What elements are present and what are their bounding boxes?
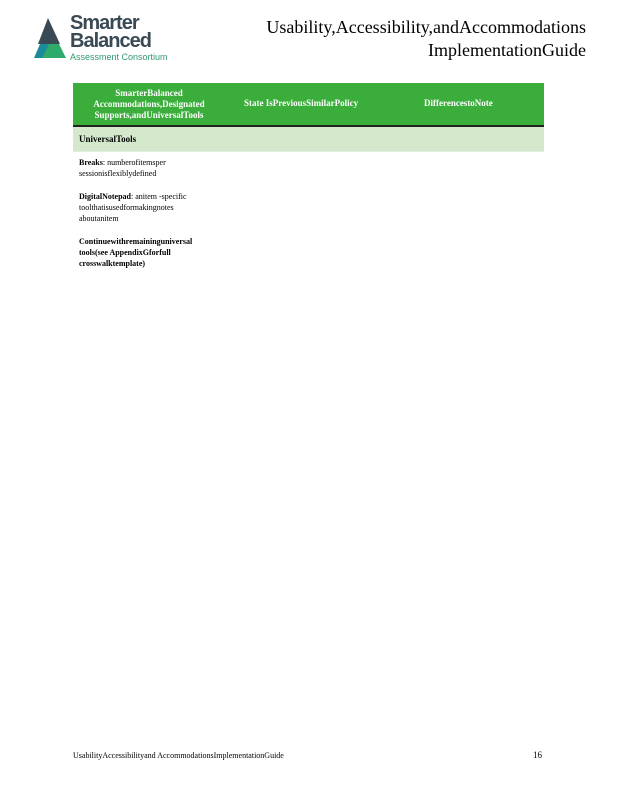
- title-line-2: ImplementationGuide: [428, 40, 586, 60]
- section-row-universal-tools: UniversalTools: [73, 127, 544, 152]
- item-name: DigitalNotepad: [79, 192, 131, 201]
- footer-guide-title: UsabilityAccessibilityand AccommodationsImplementationGuide: [73, 751, 284, 760]
- logo-text-consortium: Assessment Consortium: [70, 52, 168, 62]
- crosswalk-table: [73, 83, 544, 152]
- triangles-logo-icon: [32, 12, 72, 62]
- table-header-row: [73, 83, 544, 127]
- column-header-differences: DifferencestoNote: [424, 98, 493, 108]
- logo-text-smarter: Smarter: [70, 12, 139, 34]
- title-line-1: Usability,Accessibility,andAccommodations: [266, 17, 586, 37]
- table-row: [79, 191, 229, 224]
- continue-note: Continuewithremaininguniversal tools(see AppendixGforfull crosswalktemplate): [79, 237, 193, 268]
- smarter-balanced-logo: [32, 12, 192, 64]
- column-header-state-policy: State IsPreviousSimilarPolicy: [244, 98, 359, 108]
- document-title: [266, 16, 586, 62]
- table-body-first-column: [79, 157, 229, 269]
- logo-text-balanced: Balanced: [70, 30, 151, 52]
- page-number: 16: [533, 750, 542, 760]
- item-name: Breaks: [79, 158, 103, 167]
- column-header-smarter-balanced: SmarterBalanced Accommodations,Designated Supports,andUniversalTools: [93, 88, 205, 120]
- table-row: [79, 157, 229, 179]
- item-description: : numberofitemsper sessionisflexiblydefined: [79, 158, 166, 178]
- item-description: : anitem -specific toolthatisusedformakingnotes aboutanitem: [79, 192, 187, 223]
